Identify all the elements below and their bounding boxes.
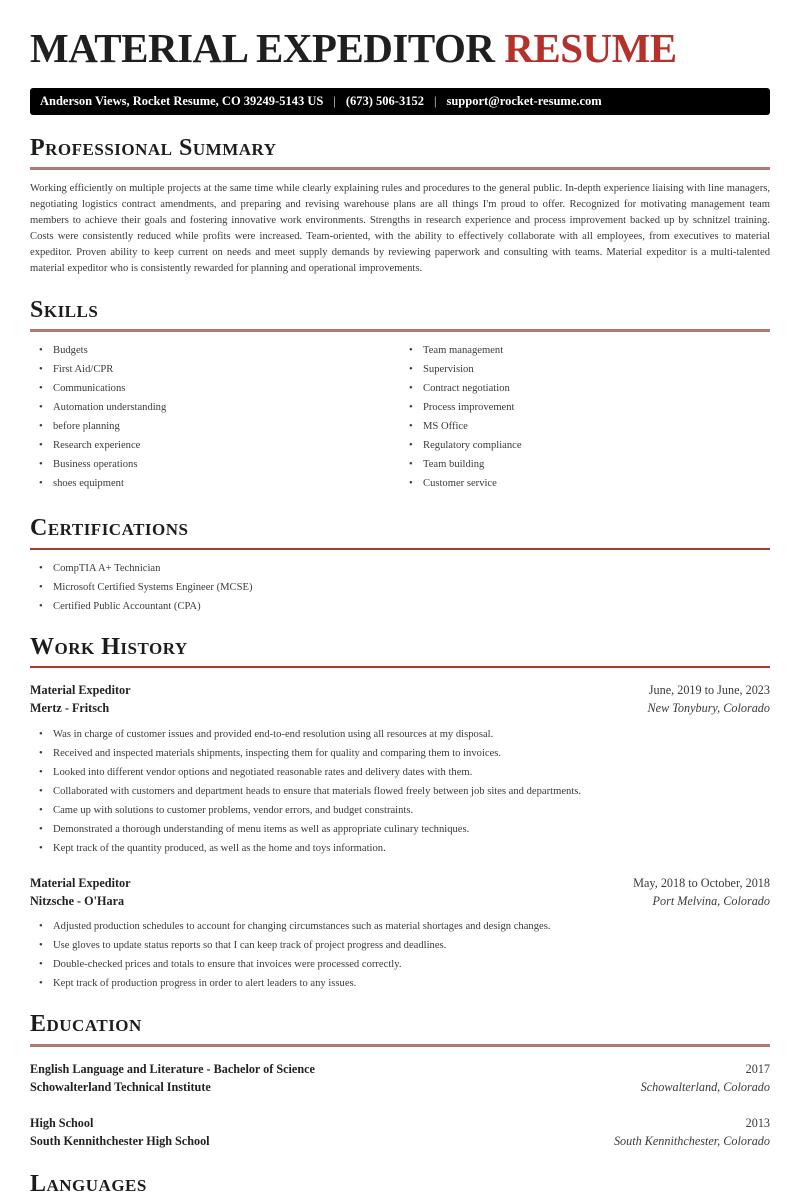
section-heading-certifications: Certifications — [30, 515, 189, 542]
section-work-history — [30, 634, 770, 991]
skill-item: • Research experience — [30, 438, 400, 453]
certification-item: • CompTIA A+ Technician — [30, 561, 770, 576]
job-bullet: • Adjusted production schedules to account for changing circumstances such as material shortages and design changes. — [30, 919, 770, 934]
education-degree-row — [30, 1115, 770, 1133]
education-entry — [30, 1115, 770, 1150]
job-title: Material Expeditor — [30, 683, 131, 698]
job-title-row — [30, 682, 770, 700]
skill-item: • Process improvement — [400, 400, 770, 415]
education-school: Schowalterland Technical Institute — [30, 1079, 211, 1094]
work-history-entry — [30, 875, 770, 992]
job-company-row — [30, 893, 770, 911]
section-heading-languages: Languages — [30, 1170, 147, 1197]
job-company: Nitzsche - O'Hara — [30, 893, 125, 908]
job-bullet: • Use gloves to update status reports so that I can keep track of project progress and deadlines. — [30, 938, 770, 953]
skill-item: • Communications — [30, 381, 400, 396]
job-bullet: • Looked into different vendor options and negotiated reasonable rates and delivery dates with them. — [30, 765, 770, 780]
job-location: New Tonybury, Colorado — [647, 701, 770, 716]
contact-separator: | — [433, 94, 437, 109]
job-company-row — [30, 700, 770, 718]
job-dates: May, 2018 to October, 2018 — [633, 875, 770, 890]
education-school: South Kennithchester High School — [30, 1133, 210, 1148]
education-degree: English Language and Literature - Bachelor of Science — [30, 1061, 315, 1076]
certifications-list — [30, 561, 770, 614]
section-languages — [30, 1171, 770, 1197]
section-skills — [30, 297, 770, 496]
work-history-entry — [30, 682, 770, 856]
page-title — [30, 26, 770, 71]
skill-item: • Business operations — [30, 457, 400, 472]
skill-item: • Team management — [400, 343, 770, 358]
contact-separator: | — [333, 94, 336, 109]
education-degree: High School — [30, 1116, 94, 1131]
section-heading-education: Education — [30, 1011, 142, 1038]
job-bullet: • Came up with solutions to customer problems, vendor errors, and budget constraints. — [30, 803, 770, 818]
education-entry — [30, 1061, 770, 1096]
job-title: Material Expeditor — [30, 875, 131, 890]
job-bullets — [30, 919, 770, 991]
section-rule — [30, 167, 770, 170]
education-location: Schowalterland, Colorado — [640, 1079, 770, 1094]
title-main: MATERIAL EXPEDITOR — [30, 25, 505, 71]
job-bullet: • Double-checked prices and totals to ensure that invoices were processed correctly. — [30, 957, 770, 972]
skills-columns — [30, 343, 770, 495]
education-degree-row — [30, 1061, 770, 1079]
section-heading-summary: Professional Summary — [30, 135, 277, 162]
job-bullet: • Was in charge of customer issues and provided end-to-end resolution using all resources at my disposal. — [30, 727, 770, 742]
job-bullet: • Kept track of production progress in order to alert leaders to any issues. — [30, 976, 770, 991]
job-bullet: • Collaborated with customers and department heads to ensure that materials flowed freely between job sites and departments. — [30, 784, 770, 799]
section-rule — [30, 1044, 770, 1047]
job-bullet: • Kept track of the quantity produced, as well as the home and toys information. — [30, 841, 770, 856]
education-school-row — [30, 1133, 770, 1151]
skill-item: • First Aid/CPR — [30, 362, 400, 377]
skill-item: • shoes equipment — [30, 476, 400, 491]
skills-column-left — [30, 343, 400, 495]
section-rule — [30, 548, 770, 550]
education-year: 2017 — [745, 1061, 770, 1076]
title-accent: RESUME — [504, 25, 677, 71]
education-school-row — [30, 1079, 770, 1097]
job-company: Mertz - Fritsch — [30, 701, 110, 716]
skill-item: • Customer service — [400, 476, 770, 491]
section-certifications — [30, 515, 770, 613]
summary-text: Working efficiently on multiple projects at the same time while clearly explaining rules and procedures to the general public. In-depth experience liaising with line managers, negotiating logistics contract amendments, and preparing and revising warehouse plans are all things I'm proud to offer. Recognized for motivating management team members to achieve their goals and fostering innovative work environments. Strengths in research experience and process improvement backed up by schnitzel training. Costs were consistently reduced while profits were increased. Team-oriented, with the ability to effectively collaborate with all employees, from executives to material expeditor. Proven ability to keep current on needs and meet supply demands by reviewing paperwork and consulting with teams. Material expeditor is a multi-talented material expeditor who is consistently rewarded for planning and operational improvements. — [30, 183, 770, 274]
skill-item: • MS Office — [400, 419, 770, 434]
section-heading-work-history: Work History — [30, 633, 188, 660]
section-rule — [30, 329, 770, 332]
certification-item: • Microsoft Certified Systems Engineer (MCSE) — [30, 580, 770, 595]
section-professional-summary — [30, 135, 770, 277]
contact-bar — [30, 88, 770, 115]
skill-item: • Automation understanding — [30, 400, 400, 415]
skill-item: • Contract negotiation — [400, 381, 770, 396]
education-year: 2013 — [745, 1116, 770, 1131]
skill-item: • Team building — [400, 457, 770, 472]
job-dates: June, 2019 to June, 2023 — [648, 683, 770, 698]
certification-item: • Certified Public Accountant (CPA) — [30, 599, 770, 614]
skill-item: • before planning — [30, 419, 400, 434]
job-location: Port Melvina, Colorado — [652, 893, 770, 908]
skill-item: • Regulatory compliance — [400, 438, 770, 453]
section-rule — [30, 666, 770, 668]
job-bullets — [30, 727, 770, 856]
contact-phone: (673) 506-3152 — [345, 94, 424, 109]
skills-column-right — [400, 343, 770, 495]
job-bullet: • Demonstrated a thorough understanding of menu items as well as appropriate culinary techniques. — [30, 822, 770, 837]
skill-item: • Budgets — [30, 343, 400, 358]
job-title-row — [30, 875, 770, 893]
section-heading-skills: Skills — [30, 296, 99, 323]
job-bullet: • Received and inspected materials shipments, inspecting them for quality and comparing them to invoices. — [30, 746, 770, 761]
contact-address: Anderson Views, Rocket Resume, CO 39249-5143 US — [40, 94, 324, 109]
skill-item: • Supervision — [400, 362, 770, 377]
section-education — [30, 1011, 770, 1150]
contact-email: support@rocket-resume.com — [446, 94, 602, 109]
education-location: South Kennithchester, Colorado — [613, 1133, 770, 1148]
